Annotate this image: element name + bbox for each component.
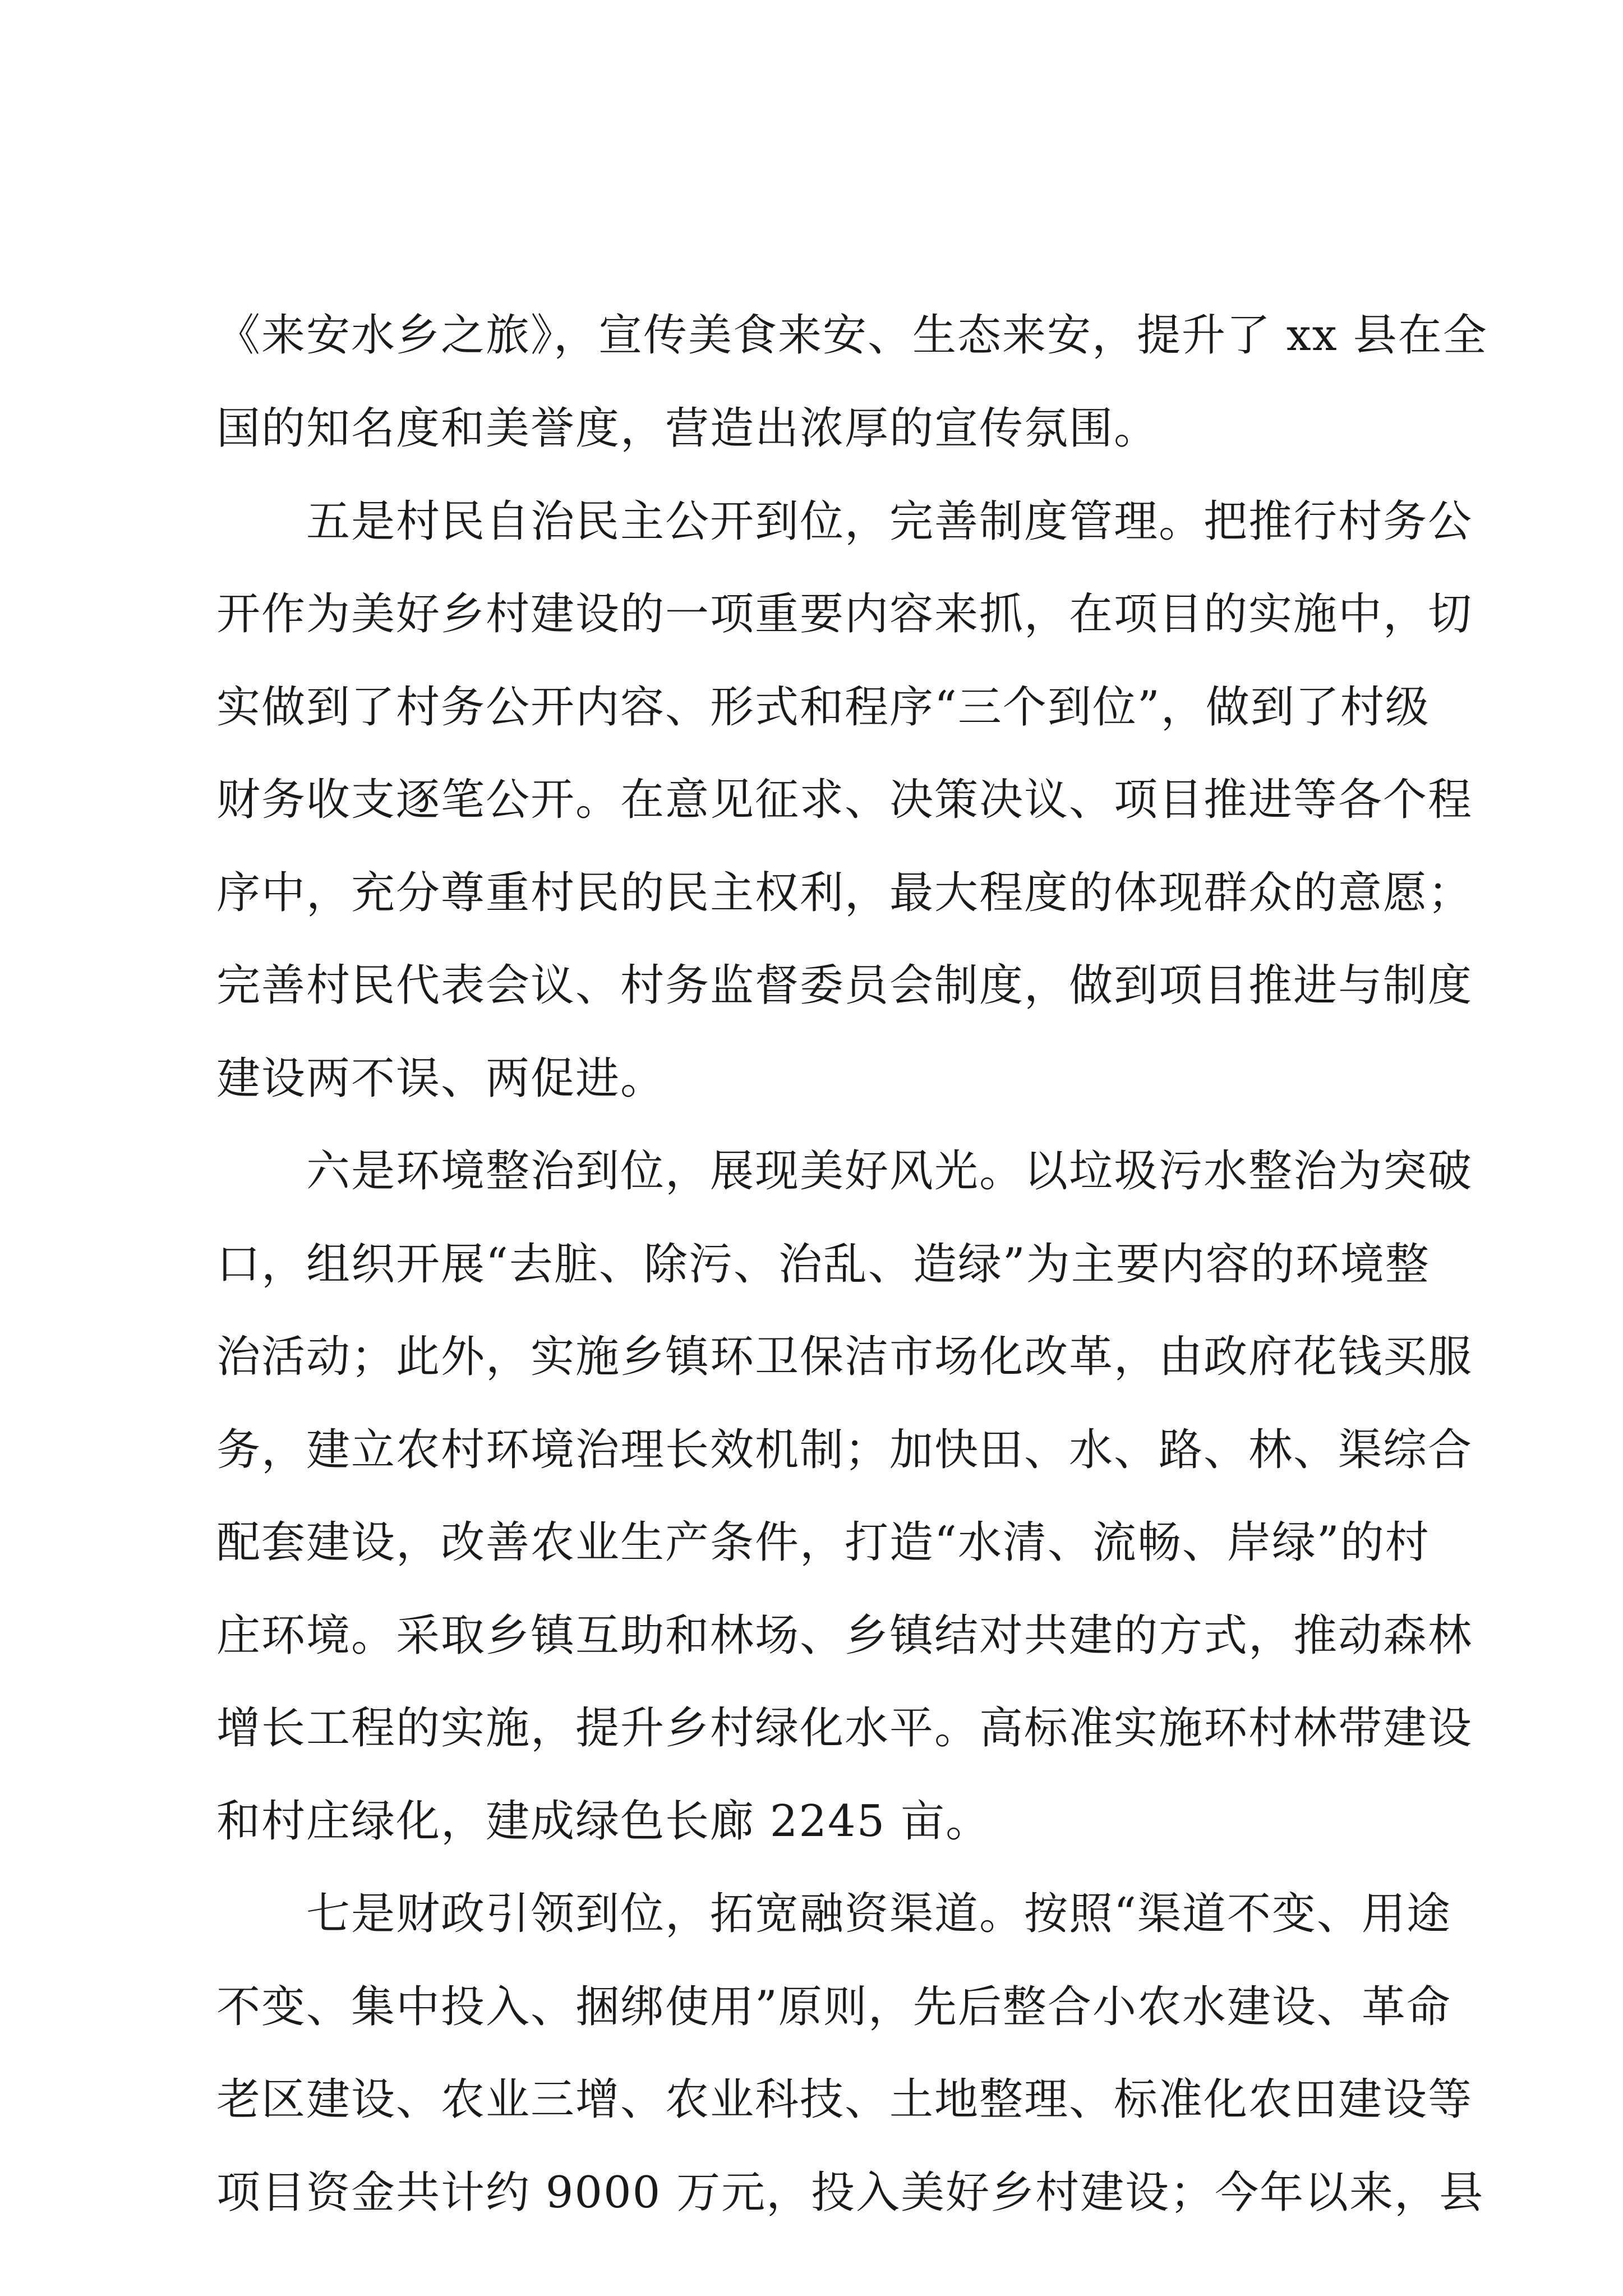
text-line: 配套建设，改善农业生产条件，打造“水清、流畅、岸绿”的村 (216, 1517, 1430, 1568)
paragraph-start-line: 五是村民自治民主公开到位，完善制度管理。把推行村务公 (306, 496, 1473, 547)
text-line: 口，组织开展“去脏、除污、治乱、造绿”为主要内容的环境整 (216, 1239, 1430, 1290)
text-line: 序中，充分尊重村民的民主权利，最大程度的体现群众的意愿； (216, 868, 1473, 918)
paragraph-start-line: 六是环境整治到位，展现美好风光。以垃圾污水整治为突破 (306, 1146, 1473, 1197)
text-line: 项目资金共计约 9000 万元，投入美好乡村建设；今年以来，县 (216, 2168, 1484, 2218)
text-line: 开作为美好乡村建设的一项重要内容来抓，在项目的实施中，切 (216, 589, 1473, 639)
text-line: 治活动；此外，实施乡镇环卫保洁市场化改革，由政府花钱买服 (216, 1332, 1473, 1382)
text-line: 务，建立农村环境治理长效机制；加快田、水、路、林、渠综合 (216, 1425, 1473, 1475)
text-line: 庄环境。采取乡镇互助和林场、乡镇结对共建的方式，推动森林 (216, 1611, 1473, 1661)
text-line: 完善村民代表会议、村务监督委员会制度，做到项目推进与制度 (216, 960, 1473, 1011)
text-line: 建设两不误、两促进。 (216, 1053, 666, 1104)
text-line: 和村庄绿化，建成绿色长廊 2245 亩。 (216, 1796, 991, 1847)
text-line: 老区建设、农业三增、农业科技、土地整理、标准化农田建设等 (216, 2074, 1473, 2125)
paragraph-start-line: 七是财政引领到位，拓宽融资渠道。按照“渠道不变、用途 (306, 1889, 1451, 1939)
text-line: 财务收支逐笔公开。在意见征求、决策决议、项目推进等各个程 (216, 775, 1473, 825)
text-line: 《来安水乡之旅》，宣传美食来安、生态来安，提升了 xx 县在全 (216, 310, 1488, 361)
text-line: 不变、集中投入、捆绑使用”原则，先后整合小农水建设、革命 (216, 1982, 1451, 2032)
text-line: 国的知名度和美誉度，营造出浓厚的宣传氛围。 (216, 403, 1159, 454)
text-line: 增长工程的实施，提升乡村绿化水平。高标准实施环村林带建设 (216, 1703, 1473, 1754)
text-line: 实做到了村务公开内容、形式和程序“三个到位”，做到了村级 (216, 682, 1430, 733)
